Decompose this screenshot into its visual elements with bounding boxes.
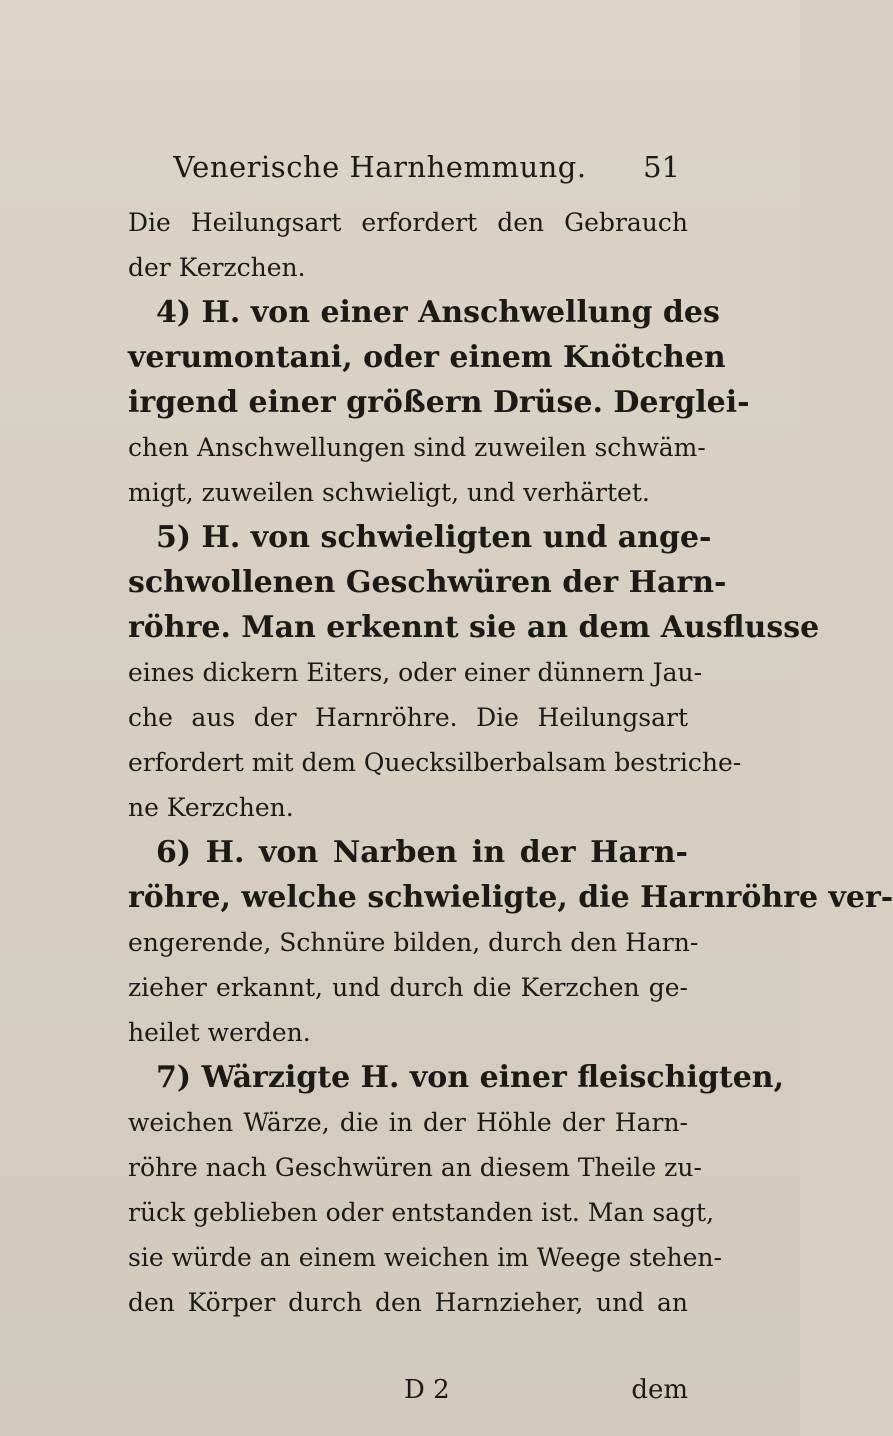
text-line: zieher erkannt, und durch die Kerzchen ge- (128, 973, 688, 1002)
text-line: 4) H. von einer Anschwellung des (156, 295, 720, 330)
text-line: engerende, Schnüre bilden, durch den Harn- (128, 928, 699, 957)
body-text (128, 200, 893, 1325)
text-line: heilet werden. (128, 1018, 311, 1047)
text-line: 7) Wärzigte H. von einer fleischigten, (156, 1060, 785, 1095)
page-footer (128, 1375, 688, 1421)
text-line: röhre nach Geschwüren an diesem Theile zu- (128, 1153, 702, 1182)
catchword: dem (631, 1375, 688, 1405)
text-line: röhre, welche schwieligte, die Harnröhre ver- (128, 880, 893, 915)
header-title: Venerische Harnhemmung. (173, 150, 587, 184)
text-line: sie würde an einem weichen im Weege stehen- (128, 1243, 722, 1272)
page-number: 51 (643, 150, 680, 184)
text-line: röhre. Man erkennt sie an dem Ausflusse (128, 610, 820, 645)
text-line: erfordert mit dem Quecksilberbalsam bestriche- (128, 748, 742, 777)
text-line: migt, zuweilen schwieligt, und verhärtet. (128, 478, 650, 507)
text-line: rück geblieben oder entstanden ist. Man sagt, (128, 1198, 715, 1227)
text-line: irgend einer größern Drüse. Derglei- (128, 385, 750, 420)
text-line: ne Kerzchen. (128, 793, 294, 822)
text-line: den Körper durch den Harnzieher, und an (128, 1288, 688, 1317)
text-line: chen Anschwellungen sind zuweilen schwäm- (128, 433, 706, 462)
text-line: 5) H. von schwieligten und ange- (156, 520, 712, 555)
text-line: Die Heilungsart erfordert den Gebrauch (128, 208, 688, 237)
text-line: weichen Wärze, die in der Höhle der Harn- (128, 1108, 688, 1137)
text-line: che aus der Harnröhre. Die Heilungsart (128, 703, 688, 732)
text-line: verumontani, oder einem Knötchen (128, 340, 726, 375)
text-line: der Kerzchen. (128, 253, 306, 282)
text-line: schwollenen Geschwüren der Harn- (128, 565, 727, 600)
signature-mark: D 2 (404, 1375, 450, 1405)
text-line: 6) H. von Narben in der Harn- (156, 835, 688, 870)
text-line: eines dickern Eiters, oder einer dünnern Jau- (128, 658, 703, 687)
running-header (120, 150, 680, 194)
